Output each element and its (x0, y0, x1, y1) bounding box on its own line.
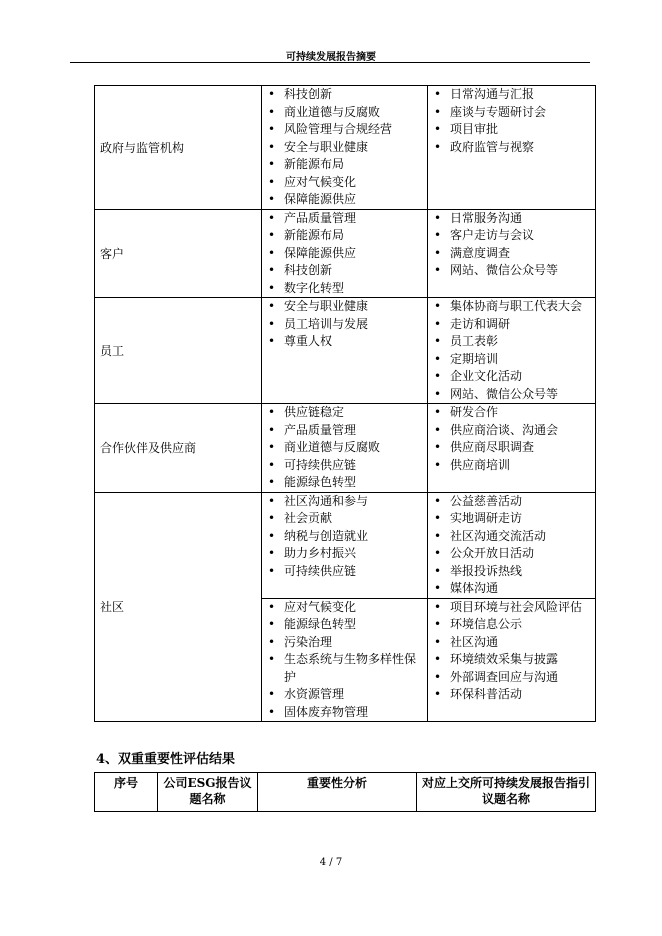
issue-item: • 新能源布局 (262, 156, 427, 174)
channel-item: • 集体协商与职工代表大会 (428, 298, 595, 316)
channel-item: • 供应商尽职调查 (428, 439, 595, 457)
channel-item: • 媒体沟通 (428, 580, 595, 598)
channel-item: • 项目环境与社会风险评估 (428, 599, 595, 617)
channel-item: • 座谈与专题研讨会 (428, 104, 595, 122)
channel-item: • 网站、微信公众号等 (428, 262, 595, 280)
issues-cell (262, 209, 428, 298)
issues-list (262, 86, 427, 209)
channel-item: • 公众开放日活动 (428, 545, 595, 563)
stakeholder-table (94, 85, 596, 722)
stakeholder-row (95, 209, 596, 298)
issue-item: • 固体废弃物管理 (262, 704, 427, 722)
channel-item: • 满意度调查 (428, 245, 595, 263)
issue-item: • 生态系统与生物多样性保护 (262, 651, 427, 686)
stakeholder-name: 员工 (95, 298, 262, 404)
channels-list (428, 404, 595, 474)
channels-list (428, 210, 595, 280)
channels-cell (428, 598, 596, 722)
channel-item: • 客户走访与会议 (428, 227, 595, 245)
issues-list (262, 599, 427, 722)
issue-item: • 数字化转型 (262, 280, 427, 298)
issue-item: • 尊重人权 (262, 333, 427, 351)
header-materiality-analysis: 重要性分析 (258, 773, 417, 812)
issue-item: • 应对气候变化 (262, 599, 427, 617)
issue-item: • 安全与职业健康 (262, 298, 427, 316)
channel-item: • 网站、微信公众号等 (428, 386, 595, 404)
page-header-title: 可持续发展报告摘要 (286, 52, 376, 63)
channel-item: • 走访和调研 (428, 316, 595, 334)
issue-item: • 风险管理与合规经营 (262, 121, 427, 139)
results-header-row (95, 773, 596, 812)
issue-item: • 助力乡村振兴 (262, 545, 427, 563)
issues-list (262, 404, 427, 492)
channels-list (428, 493, 595, 598)
page-number: 4 / 7 (319, 857, 343, 868)
stakeholder-row (95, 298, 596, 404)
stakeholder-name: 社区 (95, 492, 262, 722)
header-rule (70, 62, 590, 63)
channel-item: • 社区沟通交流活动 (428, 528, 595, 546)
channel-item: • 供应商洽谈、沟通会 (428, 422, 595, 440)
channels-cell (428, 298, 596, 404)
stakeholder-name: 合作伙伴及供应商 (95, 404, 262, 493)
issue-item: • 可持续供应链 (262, 563, 427, 581)
issue-item: • 社会贡献 (262, 510, 427, 528)
issues-list (262, 298, 427, 351)
channel-item: • 研发合作 (428, 404, 595, 422)
channel-item: • 企业文化活动 (428, 368, 595, 386)
issues-cell (262, 492, 428, 598)
stakeholder-name: 政府与监管机构 (95, 86, 262, 210)
channel-item: • 环保科普活动 (428, 686, 595, 704)
results-table (94, 772, 596, 812)
issue-item: • 商业道德与反腐败 (262, 439, 427, 457)
issue-item: • 社区沟通和参与 (262, 493, 427, 511)
channel-item: • 员工表彰 (428, 333, 595, 351)
issue-item: • 商业道德与反腐败 (262, 104, 427, 122)
issue-item: • 产品质量管理 (262, 210, 427, 228)
header-topic-name: 公司ESG报告议题名称 (158, 773, 258, 812)
issues-cell (262, 86, 428, 210)
channel-item: • 政府监管与视察 (428, 139, 595, 157)
issue-item: • 科技创新 (262, 262, 427, 280)
channel-item: • 项目审批 (428, 121, 595, 139)
stakeholder-name: 客户 (95, 209, 262, 298)
stakeholder-row (95, 86, 596, 210)
issue-item: • 纳税与创造就业 (262, 528, 427, 546)
channel-item: • 公益慈善活动 (428, 493, 595, 511)
header-index: 序号 (95, 773, 158, 812)
channel-item: • 定期培训 (428, 351, 595, 369)
issue-item: • 能源绿色转型 (262, 616, 427, 634)
issues-list (262, 210, 427, 298)
issue-item: • 供应链稳定 (262, 404, 427, 422)
channels-cell (428, 404, 596, 493)
issue-item: • 保障能源供应 (262, 191, 427, 209)
channel-item: • 环境绩效采集与披露 (428, 651, 595, 669)
issue-item: • 水资源管理 (262, 686, 427, 704)
channel-item: • 日常服务沟通 (428, 210, 595, 228)
channels-cell (428, 209, 596, 298)
channel-item: • 环境信息公示 (428, 616, 595, 634)
issue-item: • 新能源布局 (262, 227, 427, 245)
issue-item: • 产品质量管理 (262, 422, 427, 440)
issue-item: • 可持续供应链 (262, 457, 427, 475)
section-heading: 4、双重重要性评估结果 (96, 752, 236, 767)
channels-list (428, 86, 595, 156)
channel-item: • 举报投诉热线 (428, 563, 595, 581)
issue-item: • 员工培训与发展 (262, 316, 427, 334)
issues-cell (262, 404, 428, 493)
stakeholder-row (95, 404, 596, 493)
issues-cell (262, 598, 428, 722)
channel-item: • 日常沟通与汇报 (428, 86, 595, 104)
issue-item: • 能源绿色转型 (262, 474, 427, 492)
channel-item: • 供应商培训 (428, 457, 595, 475)
channels-list (428, 599, 595, 704)
channel-item: • 社区沟通 (428, 634, 595, 652)
header-sse-topic-name: 对应上交所可持续发展报告指引议题名称 (417, 773, 596, 812)
channels-cell (428, 86, 596, 210)
issue-item: • 污染治理 (262, 634, 427, 652)
channel-item: • 外部调查回应与沟通 (428, 669, 595, 687)
stakeholder-row (95, 492, 596, 598)
channel-item: • 实地调研走访 (428, 510, 595, 528)
issue-item: • 应对气候变化 (262, 174, 427, 192)
issue-item: • 保障能源供应 (262, 245, 427, 263)
channels-cell (428, 492, 596, 598)
channels-list (428, 298, 595, 403)
issue-item: • 科技创新 (262, 86, 427, 104)
issue-item: • 安全与职业健康 (262, 139, 427, 157)
issues-cell (262, 298, 428, 404)
issues-list (262, 493, 427, 581)
